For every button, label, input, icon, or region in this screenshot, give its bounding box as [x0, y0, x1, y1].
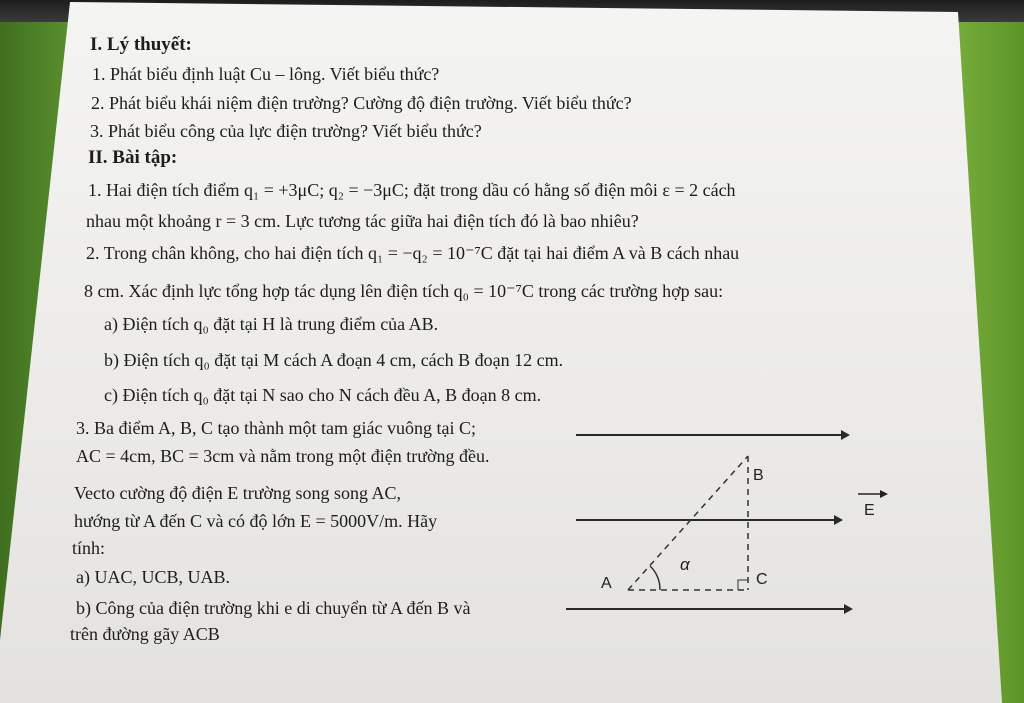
theory-item-2: 2. Phát biểu khái niệm điện trường? Cường độ điện trường. Viết biểu thức?: [91, 93, 632, 113]
theory-item-1: 1. Phát biểu định luật Cu – lông. Viết biểu thức?: [92, 64, 440, 84]
problem3-line5: tính:: [72, 538, 106, 558]
problem2-line1: 2. Trong chân không, cho hai điện tích q₁ = −q₂ = 10⁻⁷C đặt tại hai điểm A và B cách nhau: [86, 243, 740, 263]
theory-item-3: 3. Phát biểu công của lực điện trường? Viết biểu thức?: [90, 121, 482, 141]
problem3-line4: hướng từ A đến C và có độ lớn E = 5000V/m. Hãy: [74, 511, 438, 531]
problem3-line1: 3. Ba điểm A, B, C tạo thành một tam giác vuông tại C;: [76, 418, 476, 438]
point-label-a: A: [601, 575, 612, 592]
problem3-part-b-line1: b) Công của điện trường khi e di chuyển từ A đến B và: [76, 598, 471, 618]
right-angle-mark: [738, 580, 748, 590]
section2-heading: II. Bài tập:: [88, 147, 178, 168]
angle-arc: [650, 566, 660, 590]
problem2-part-b: b) Điện tích q₀ đặt tại M cách A đoạn 4 cm, cách B đoạn 12 cm.: [104, 350, 564, 370]
problem3-part-a: a) UAC, UCB, UAB.: [76, 567, 231, 587]
problem2-part-a: a) Điện tích q₀ đặt tại H là trung điểm của AB.: [104, 314, 439, 334]
problem1-line2: nhau một khoảng r = 3 cm. Lực tương tác giữa hai điện tích đó là bao nhiêu?: [86, 211, 639, 231]
problem1-line1: 1. Hai điện tích điểm q₁ = +3μC; q₂ = −3μC; đặt trong dầu có hằng số điện môi ε = 2 cách: [88, 180, 736, 200]
problem2-line2: 8 cm. Xác định lực tổng hợp tác dụng lên điện tích q₀ = 10⁻⁷C trong các trường hợp sau:: [84, 281, 724, 301]
point-label-c: C: [756, 571, 768, 588]
problem2-part-c: c) Điện tích q₀ đặt tại N sao cho N cách đều A, B đoạn 8 cm.: [104, 385, 542, 405]
vector-e-label: E: [864, 502, 875, 519]
point-label-b: B: [753, 467, 764, 484]
problem3-part-b-line2: trên đường gãy ACB: [70, 624, 220, 644]
problem3-line2: AC = 4cm, BC = 3cm và nằm trong một điện trường đều.: [76, 446, 490, 466]
angle-label-alpha: α: [680, 555, 690, 574]
vector-e-arrow-head: [880, 490, 888, 498]
problem3-line3: Vecto cường độ điện E trường song song AC,: [74, 483, 402, 503]
section1-heading: I. Lý thuyết:: [90, 34, 192, 55]
